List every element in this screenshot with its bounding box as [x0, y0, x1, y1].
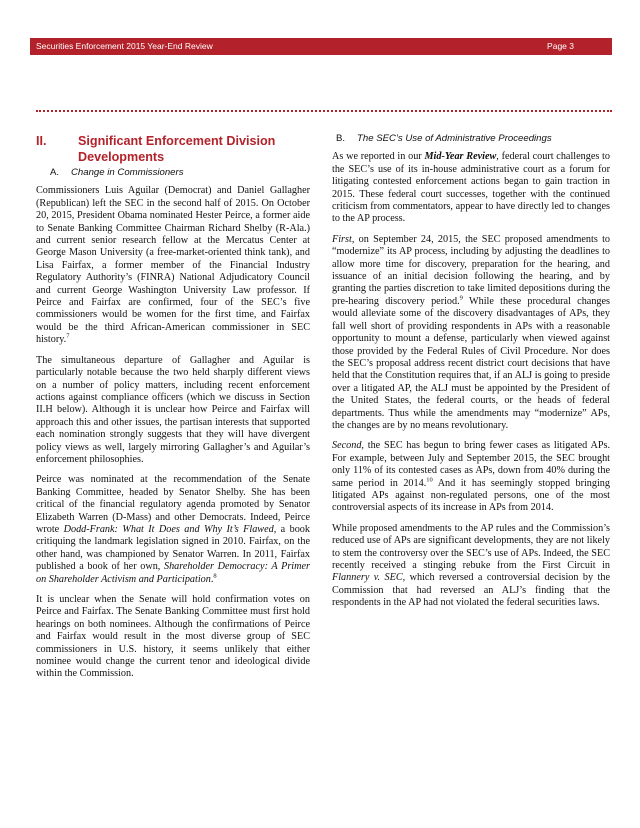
paragraph	[332, 234, 610, 433]
paragraph-text: , on September 24, 2015, the SEC proposed amendments to “modernize” its AP process, including by adjusting the deadlines to allow more time for discovery, preparation for the hearing, and issuance of an initial decision following the hearing, and by granting the parties discretion to take limited depositions during the pre-hearing discovery period.	[332, 233, 610, 307]
footnote-ref[interactable]: 9	[459, 294, 463, 302]
paragraph: The simultaneous departure of Gallagher and Aguilar is particularly notable because the two held sharply different views on a number of policy matters, including recent enforcement actions against compliance officers (which we discuss in Section II.H below). Although it is unclear how Peirce and Fairfax will approach this and other issues, the partisan interests that supported each nomination strongly suggests that they will have divergent policy views as well, largely mirroring Gallagher’s and Aguilar’s enforcement philosophies.	[36, 354, 310, 465]
paragraph-text: Peirce was nominated at the recommendation of the Senate Banking Committee, headed by Senator Shelby. She has been critical of the financial regulatory agenda promoted by Senator Elizabeth Warren (D-Mass) and other Democrats. Indeed, Peirce wrote	[36, 474, 310, 535]
paragraph-text: While these procedural changes would alleviate some of the discovery disadvantages of APs, they fall well short of providing respondents in APs with a reasonable opportunity to mount a defense, particularly when viewed against those provided by the Federal Rules of Civil Procedure. Nor does the SEC’s proposal address recent district court decisions that have held that the Constitution requires that, if an ALJ is going to preside over a litigated AP, the ALJ must be appointed by the President of the United States, the federal courts, or the heads of federal departments. Thus while the amendments may “modernize” APs, the changes are by no means revolutionary.	[332, 295, 610, 431]
right-column	[332, 130, 610, 618]
case-name: Flannery v. SEC	[332, 572, 403, 584]
left-column	[36, 130, 310, 689]
paragraph	[36, 474, 310, 586]
footnote-ref[interactable]: 7	[66, 332, 70, 340]
paragraph-text: , the SEC has begun to bring fewer cases as litigated APs. For example, between July and September 2015, the SEC brought only 11% of its contested cases as APs, down from 40% during the same period in 2014.	[332, 440, 610, 489]
book-title: Shareholder Democracy: A Primer on Shareholder Activism and Participation	[36, 561, 310, 585]
page-header-bar	[30, 38, 612, 55]
section-number: II.	[36, 134, 47, 148]
paragraph-text: , which reversed a controversial decision by the Commission that had reversed an ALJ’s finding that the respondents in the AP had not violated the federal securities laws.	[332, 572, 610, 609]
page-number: Page 3	[547, 41, 574, 51]
paragraph-text: , a book critiquing the landmark legislation signed in 2010. Fairfax, on the other hand, was championed by Senator Warren. In 2011, Fairfax published a book of her own,	[36, 523, 310, 573]
paragraph-text: Commissioners Luis Aguilar (Democrat) and Daniel Gallagher (Republican) left the SEC in the second half of 2015. On October 20, 2015, President Obama nominated Hester Peirce, a former aide to Senate Banking Committee Chairman Richard Shelby (R-Ala.) and current senior research fellow at the Mercatus Center at George Mason University (a free-market-oriented think tank), and Lisa Fairfax, a former member of the Financial Industry Regulatory Authority’s (FINRA) National Adjudicatory Council and current George Washington University Law professor. If Peirce and Fairfax are confirmed, four of the SEC’s five commissioners would be women for the first time, and Fairfax would be the third African-American commissioner in SEC history.	[36, 185, 310, 346]
subsection-a-heading	[36, 167, 310, 179]
footnote-ref[interactable]: 10	[426, 476, 433, 484]
footnote-ref[interactable]: 8	[213, 572, 217, 580]
subsection-a-title: Change in Commissioners	[71, 167, 184, 178]
paragraph-text: And it has seemingly stopped bringing litigated APs against non-regulated persons, one of the most controversial aspects of its increase in APs from 2014.	[332, 477, 610, 514]
subsection-a-letter: A.	[50, 167, 60, 178]
subsection-b-letter: B.	[336, 133, 346, 144]
paragraph-text: , federal court challenges to the SEC’s use of its in-house administrative court as a forum for litigating contested enforcement actions began to gain traction in 2015. These federal court successes, together with the continued criticism from commentators, appear to have directly led to changes to the AP process.	[332, 151, 610, 225]
paragraph	[332, 523, 610, 610]
subsection-b-heading	[332, 133, 610, 145]
paragraph-text: While proposed amendments to the AP rules and the Commission’s reduced use of APs are significant developments, they are not likely to stem the controversy over the SEC’s use of APs. Indeed, the SEC recently received a stinging rebuke from the First Circuit in	[332, 522, 610, 571]
paragraph-text: As we reported in our	[332, 151, 425, 163]
header-title: Securities Enforcement 2015 Year-End Review	[36, 41, 213, 51]
lead-word: First	[332, 233, 352, 245]
dotted-divider	[36, 110, 612, 112]
report-title: Mid-Year Review	[424, 151, 497, 163]
paragraph: It is unclear when the Senate will hold confirmation votes on Peirce and Fairfax. The Senate Banking Committee must first hold hearings on both nominees. Although the confirmations of Peirce and Fairfax would result in the most diverse group of SEC commissioners in U.S. history, it seems unlikely that either nominee would change the current tenor and ideological divide within the Commission.	[36, 594, 310, 680]
paragraph	[332, 151, 610, 225]
paragraph	[332, 440, 610, 514]
section-heading	[36, 133, 310, 165]
book-title: Dodd-Frank: What It Does and Why It’s Flawed	[63, 523, 274, 535]
paragraph-text: .	[210, 573, 214, 585]
subsection-b-title: The SEC’s Use of Administrative Proceedings	[357, 133, 552, 144]
paragraph	[36, 185, 310, 346]
lead-word: Second	[332, 440, 362, 452]
section-title: Significant Enforcement Division Developments	[78, 134, 276, 164]
